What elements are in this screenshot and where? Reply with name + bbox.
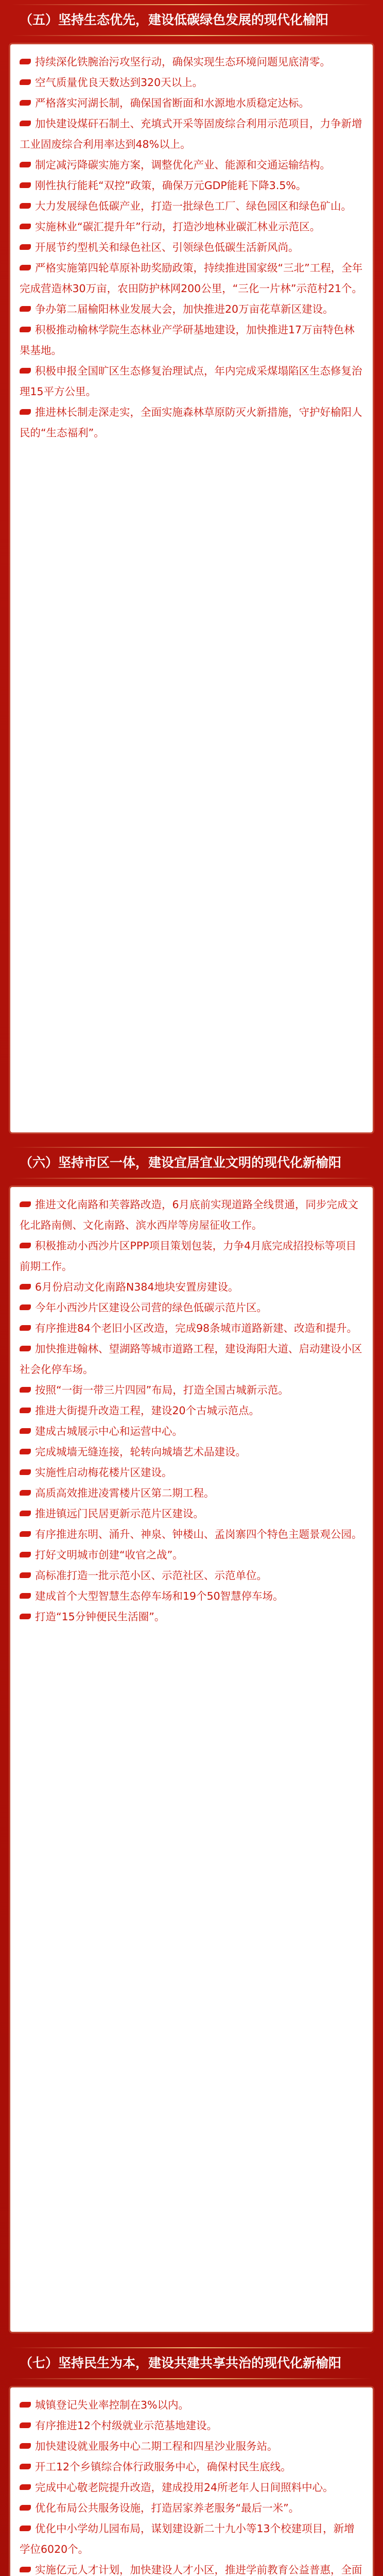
- bullet-icon: [20, 79, 31, 85]
- list-item: 优化中小学幼儿园布局，谋划建设新二十九小等13个校建项目，新增学位6020个。: [20, 2522, 355, 2555]
- list-item: 有序推进东明、涌升、神泉、钟楼山、孟岗寨四个特色主题景观公园。: [20, 1524, 363, 1545]
- list-item: 制定减污降碳实施方案，调整优化产业、能源和交通运输结构。: [20, 155, 363, 175]
- list-item: 推进文化南路和芙蓉路改造，6月底前实现道路全线贯通，同步完成文化北路南侧、文化南路、滨水西岸等房屋征收工作。: [20, 1198, 359, 1231]
- bullet-icon: [20, 2422, 31, 2428]
- bullet-icon: [20, 100, 31, 106]
- bullet-icon: [20, 2402, 31, 2408]
- bullet-icon: [20, 244, 31, 250]
- list-item: 推进林长制走深走实，全面实施森林草原防灭火新措施，守护好榆阳人民的“生态福利”。: [20, 406, 362, 439]
- bullet-icon: [20, 1346, 31, 1351]
- list-item: 6月份启动文化南路N384地块安置房建设。: [20, 1277, 363, 1297]
- bullet-icon: [20, 1572, 31, 1578]
- bullet-icon: [20, 2443, 31, 2449]
- list-item: 加快建设煤矸石制土、充填式开采等固废综合利用示范项目，力争新增工业固废综合利用率达到48%以上。: [20, 117, 362, 150]
- list-item: 优化布局公共服务设施，打造居家养老服务“最后一米”。: [20, 2498, 363, 2518]
- list-item: 推进镇远门民居更新示范片区建设。: [20, 1503, 363, 1524]
- list-item: 空气质量优良天数达到320天以上。: [20, 72, 363, 93]
- list-item: 有序推进12个村级就业示范基地建设。: [20, 2415, 363, 2436]
- bullet-icon: [20, 1201, 31, 1207]
- section-panel-5: [10, 44, 373, 1132]
- bullet-icon: [20, 2464, 31, 2469]
- bullet-icon: [20, 1552, 31, 1557]
- list-item: 高标准打造一批示范小区、示范社区、示范单位。: [20, 1565, 363, 1586]
- section-panel-7: [10, 2387, 373, 2576]
- bullet-icon: [20, 162, 31, 167]
- bullet-icon: [20, 1243, 31, 1248]
- list-item: 完成城墙无缝连接，轮转向城墙艺术品建设。: [20, 1442, 363, 1462]
- bullet-icon: [20, 368, 31, 374]
- list-item: 建成首个大型智慧生态停车场和19个50智慧停车场。: [20, 1586, 363, 1606]
- bullet-icon: [20, 327, 31, 332]
- list-item: 刚性执行能耗“双控”政策，确保万元GDP能耗下降3.5%。: [20, 175, 363, 196]
- list-item: 完成中心敬老院提升改造，建成投用24所老年人日间照料中心。: [20, 2477, 363, 2498]
- list-item: 城镇登记失业率控制在3%以内。: [20, 2395, 363, 2415]
- bullet-icon: [20, 2567, 31, 2572]
- bullet-icon: [20, 1449, 31, 1454]
- bullet-icon: [20, 1325, 31, 1331]
- section-heading-7-text: （七）坚持民生为本，建设共建共享共治的现代化新榆阳: [20, 2355, 342, 2370]
- bullet-icon: [20, 306, 31, 312]
- bullet-icon: [20, 1428, 31, 1434]
- list-item: 严格实施第四轮草原补助奖励政策，持续推进国家级“三北”工程，全年完成营造林30万亩，农田防护林网200公里，“三化一片林”示范村21个。: [20, 262, 363, 295]
- bullet-icon: [20, 409, 31, 415]
- list-item: 实施亿元人才计划，加快建设人才小区，推进学前教育公益普惠，全面: [20, 2560, 363, 2576]
- section-heading-5: [11, 4, 372, 36]
- bullet-icon: [20, 203, 31, 209]
- section-heading-6: [11, 1147, 372, 1179]
- list-item: 推进大街提升改造工程，建设20个古城示范点。: [20, 1400, 363, 1421]
- list-item: 打造“15分钟便民生活圈”。: [20, 1606, 363, 1627]
- bullet-icon: [20, 1387, 31, 1393]
- list-item: 开展节约型机关和绿色社区、引领绿色低碳生活新风尚。: [20, 237, 363, 258]
- bullet-icon: [20, 1469, 31, 1475]
- list-item: 严格落实河湖长制，确保国省断面和水源地水质稳定达标。: [20, 93, 363, 113]
- bullet-icon: [20, 1531, 31, 1537]
- list-item: 大力发展绿色低碳产业，打造一批绿色工厂、绿色园区和绿色矿山。: [20, 196, 363, 216]
- list-item: 实施性启动梅花楼片区建设。: [20, 1462, 363, 1483]
- list-item: 按照“一街一带三片四园”布局，打造全国古城新示范。: [20, 1380, 363, 1400]
- list-item: 持续深化铁腕治污攻坚行动，确保实现生态环境问题见底清零。: [20, 52, 363, 72]
- bullet-icon: [20, 2505, 31, 2511]
- list-item: 建成古城展示中心和运营中心。: [20, 1421, 363, 1442]
- list-item: 积极推动小西沙片区PPP项目策划包装，力争4月底完成招投标等项目前期工作。: [20, 1240, 357, 1273]
- bullet-icon: [20, 1511, 31, 1516]
- section-heading-7: [11, 2347, 372, 2379]
- list-item: 积极推动榆林学院生态林业产学研基地建设，加快推进17万亩特色林果基地。: [20, 324, 355, 357]
- bullet-icon: [20, 224, 31, 229]
- section-heading-6-text: （六）坚持市区一体，建设宜居宜业文明的现代化新榆阳: [20, 1155, 342, 1170]
- list-item: 今年小西沙片区建设公司营的绿色低碳示范片区。: [20, 1297, 363, 1318]
- bullet-icon: [20, 265, 31, 270]
- bullet-icon: [20, 1614, 31, 1619]
- bullet-icon: [20, 1593, 31, 1599]
- list-item: 加快建设就业服务中心二期工程和四星沙业服务站。: [20, 2436, 363, 2456]
- list-item: 高质高效推进凌霄楼片区第二期工程。: [20, 1483, 363, 1503]
- bullet-icon: [20, 182, 31, 188]
- list-item: 积极申报全国旷区生态修复治理试点，年内完成采煤塌陷区生态修复治理15平方公里。: [20, 365, 362, 398]
- list-item: 实施林业“碳汇提升年”行动，打造沙地林业碳汇林业示范区。: [20, 216, 363, 237]
- bullet-icon: [20, 2526, 31, 2531]
- list-item: 有序推进84个老旧小区改造，完成98条城市道路新建、改造和提升。: [20, 1318, 363, 1338]
- bullet-icon: [20, 1304, 31, 1310]
- list-item: 加快推进翰林、望湖路等城市道路工程，建设海阳大道、启动建设小区社会化停车场。: [20, 1343, 362, 1376]
- bullet-icon: [20, 2484, 31, 2490]
- bullet-icon: [20, 121, 31, 126]
- list-item: 打好文明城市创建“收官之战”。: [20, 1545, 363, 1565]
- bullet-icon: [20, 59, 31, 64]
- section-panel-6: [10, 1187, 373, 2332]
- bullet-icon: [20, 1490, 31, 1496]
- bullet-icon: [20, 1284, 31, 1290]
- list-item: 开工12个乡镇综合体行政服务中心，确保村民生底线。: [20, 2456, 363, 2477]
- list-item: 争办第二届榆阳林业发展大会，加快推进20万亩花草新区建设。: [20, 299, 363, 319]
- bullet-icon: [20, 1408, 31, 1413]
- section-heading-5-text: （五）坚持生态优先，建设低碳绿色发展的现代化榆阳: [20, 12, 329, 27]
